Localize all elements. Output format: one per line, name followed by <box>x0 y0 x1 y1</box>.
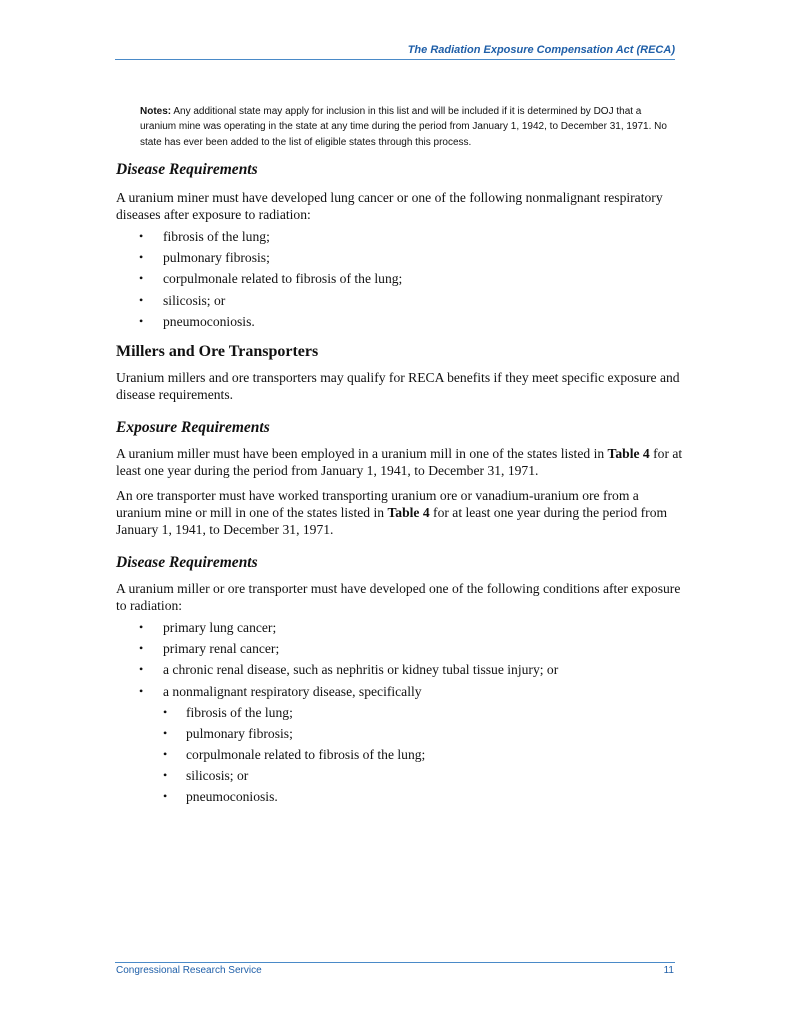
sublist-item <box>116 765 686 786</box>
bullet: • <box>139 662 144 677</box>
list-item <box>116 617 686 638</box>
bullet: • <box>139 641 144 656</box>
list-item-text: primary renal cancer; <box>163 641 280 657</box>
millers-disease-heading: Disease Requirements <box>116 553 258 571</box>
list-item <box>116 226 686 247</box>
bullet: • <box>163 725 168 740</box>
list-item-text: pulmonary fibrosis; <box>186 725 293 741</box>
exposure-text: for at least one year during the period from January 1, 1941, to December 31, 1971. <box>116 445 683 478</box>
exposure-paragraph-transporter <box>116 487 686 538</box>
list-item-text: silicosis; or <box>186 768 249 784</box>
exposure-text: for at least one year during the period from January 1, 1941, to December 31, 1971. <box>116 504 668 537</box>
list-item-text: a chronic renal disease, such as nephritis or kidney tubal tissue injury; or <box>163 662 559 678</box>
bullet: • <box>139 292 144 307</box>
bullet: • <box>163 704 168 719</box>
exposure-text: An ore transporter must have worked transporting uranium ore or vanadium-uranium ore from a uranium mine or mill in one of the states listed in <box>116 487 639 520</box>
bullet: • <box>139 229 144 243</box>
footer-publisher: Congressional Research Service <box>116 965 262 976</box>
notes-text: Any additional state may apply for inclusion in this list and will be included if it is determined by DOJ that a uranium mine was operating in the state at any time during the period from January 1, 1942, to December 31, 1971. No state has ever been added to the list of eligible states through this process. <box>140 106 667 148</box>
list-item <box>116 311 686 332</box>
list-item-text: a nonmalignant respiratory disease, specifically <box>163 683 422 699</box>
miners-disease-heading: Disease Requirements <box>116 161 258 178</box>
list-item-text: primary lung cancer; <box>163 619 277 635</box>
list-item-text: pulmonary fibrosis; <box>163 250 270 266</box>
list-item <box>116 268 686 289</box>
list-item-text: silicosis; or <box>163 292 226 308</box>
sublist-item <box>116 723 686 744</box>
bullet: • <box>139 313 144 328</box>
miners-disease-intro: A uranium miner must have developed lung cancer or one of the following nonmalignant respiratory diseases after exposure to radiation: <box>116 190 663 222</box>
sublist-item <box>116 744 686 765</box>
main-content <box>116 160 686 808</box>
list-item <box>116 681 686 702</box>
list-item-text: corpulmonale related to fibrosis of the lung; <box>163 271 403 287</box>
bullet: • <box>139 683 144 698</box>
page-number: 11 <box>663 965 674 976</box>
exposure-text: A uranium miller must have been employed in a uranium mill in one of the states listed in <box>116 445 608 461</box>
bullet: • <box>139 271 144 286</box>
millers-disease-intro: A uranium miller or ore transporter must have developed one of the following conditions after exposure to radiation: <box>116 580 681 613</box>
list-item <box>116 247 686 268</box>
notes-label: Notes: <box>140 106 172 117</box>
exposure-heading: Exposure Requirements <box>116 418 270 436</box>
bullet: • <box>163 747 168 762</box>
miners-disease-list <box>116 226 686 332</box>
list-item <box>116 290 686 311</box>
table-reference: Table 4 <box>607 445 650 461</box>
sublist-item <box>116 702 686 723</box>
list-item-text: pneumoconiosis. <box>186 789 278 805</box>
list-item-text: fibrosis of the lung; <box>186 704 293 720</box>
respiratory-disease-sublist <box>116 702 686 808</box>
millers-disease-list <box>116 617 686 702</box>
millers-section-heading: Millers and Ore Transporters <box>116 342 319 360</box>
millers-intro: Uranium millers and ore transporters may qualify for RECA benefits if they meet specific exposure and disease requirements. <box>116 369 680 402</box>
list-item-text: corpulmonale related to fibrosis of the lung; <box>186 747 426 763</box>
table-reference: Table 4 <box>387 504 430 520</box>
list-item <box>116 659 686 680</box>
bullet: • <box>139 250 144 265</box>
list-item-text: fibrosis of the lung; <box>163 229 270 244</box>
sublist-item <box>116 786 686 807</box>
list-item-text: pneumoconiosis. <box>163 313 255 329</box>
table-notes <box>140 104 680 150</box>
exposure-paragraph-miller <box>116 445 686 479</box>
footer-rule <box>115 962 675 963</box>
bullet: • <box>139 619 144 634</box>
header-rule <box>115 59 675 60</box>
running-header: The Radiation Exposure Compensation Act (RECA) <box>407 44 675 56</box>
list-item <box>116 638 686 659</box>
bullet: • <box>163 789 168 804</box>
bullet: • <box>163 768 168 783</box>
